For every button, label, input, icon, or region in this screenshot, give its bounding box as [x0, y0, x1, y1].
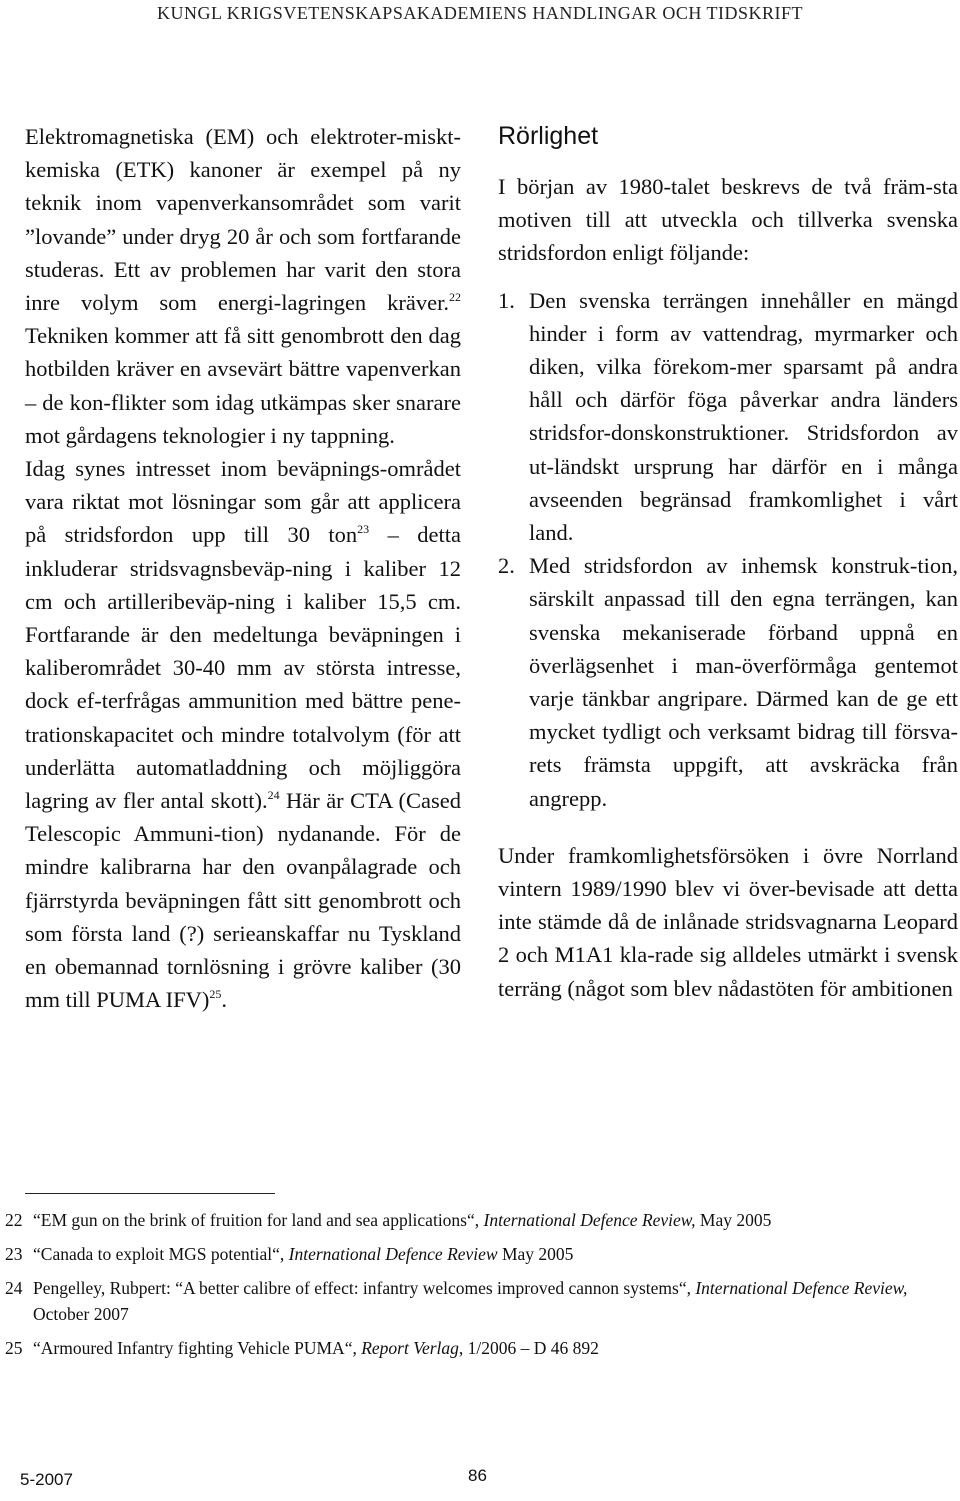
footnote-number: 23 — [5, 1244, 23, 1264]
list-item — [498, 549, 958, 815]
footnote-separator — [25, 1193, 275, 1194]
footnote-22: 22 “EM gun on the brink of fruition for land and sea applications“, International Defence Review, May 2005 — [5, 1207, 957, 1233]
right-intro-paragraph: I början av 1980-talet beskrevs de två främ-sta motiven till att utveckla och tillverka svenska stridsfordon enligt följande: — [498, 174, 958, 266]
right-closing-paragraph: Under framkomlighetsförsöken i övre Norrland vintern 1989/1990 blev vi över-bevisade att detta inte stämde då de inlånade stridsvagnarna Leopard 2 och M1A1 kla-rade sig alldeles utmärkt i svensk terräng (något som blev nådastöten för ambitionen — [498, 842, 958, 1001]
footnote-number: 24 — [5, 1278, 23, 1298]
footnote-number: 25 — [5, 1338, 23, 1358]
footnote-24: 24 Pengelley, Rubpert: “A better calibre of effect: infantry welcomes improved cannon systems“, International Defence Review, October 2007 — [5, 1275, 957, 1327]
list-item-number: 1. — [498, 287, 515, 313]
left-paragraph-1: Elektromagnetiska (EM) och elektroter-miskt-kemiska (ETK) kanoner är exempel på ny teknik inom vapenverkansområdet som varit ”lovande” under dryg 20 år och som fortfarande studeras. Ett av problemen har varit den stora inre volym som energi-lagringen kräver.$^{22}$ Tekniken kommer att få sitt genombrott den dag hotbilden kräver en avsevärt bättre vapenverkan – de kon-flikter som idag utkämpas sker snarare mot gårdagens teknologier i ny tappning. — [25, 124, 461, 448]
footnote-number: 22 — [5, 1210, 23, 1230]
running-header — [0, 0, 960, 31]
list-item-number: 2. — [498, 553, 515, 579]
list-item-text: Med stridsfordon av inhemsk konstruk-tion, särskilt anpassad till den egna terrängen, kan svenska mekaniserade förband uppnå en överlägsenhet i man-överförmåga gentemot varje tänkbar angripare. Därmed kan de ge ett mycket tydligt och verksamt bidrag till försva-rets främsta uppgift, att avskräcka från angrepp. — [529, 553, 958, 811]
right-column — [498, 120, 958, 1005]
footnote-ref-23[interactable]: 23 — [357, 522, 370, 537]
list-item — [498, 284, 958, 550]
issue-label: 5-2007 — [20, 1470, 73, 1489]
left-column — [25, 120, 461, 1016]
page-number: 86 — [468, 1466, 487, 1485]
list-item-text: Den svenska terrängen innehåller en mängd hinder i form av vattendrag, myrmarker och diken, vilka förekom-mer sparsamt på andra håll och därför föga påverkar andra länders stridsfor-donskonstruktioner. Stridsfordon av ut-ländskt ursprung har därför en i många avseenden begränsad framkomlighet i vårt land. — [529, 287, 958, 546]
footnote-ref-22[interactable]: 22 — [449, 290, 461, 305]
footnote-ref-24[interactable]: 24 — [267, 788, 280, 803]
numbered-list — [498, 284, 958, 815]
footnote-25: 25 “Armoured Infantry fighting Vehicle PUMA“, Report Verlag, 1/2006 – D 46 892 — [5, 1335, 957, 1361]
section-heading: Rörlighet — [498, 122, 599, 150]
footnotes — [5, 1207, 957, 1369]
left-paragraph-2: Idag synes intresset inom beväpnings-området vara riktat mot lösningar som går att applicera på stridsfordon upp till 30 ton$^{23}$ – detta inkluderar stridsvagnsbeväp-ning i kaliber 12 cm och artilleribeväp-ning i kaliber 15,5 cm. Fortfarande är den medeltunga beväpningen i kaliberområdet 30-40 mm av största intresse, dock ef-terfrågas ammunition med bättre pene-trationskapacitet och mindre totalvolym (för att underlätta automatladdning och möjliggöra lagring av fler antal skott).$^{24}$ Här är CTA (Cased Telescopic Ammuni-tion) nydanande. För de mindre kalibrarna har den ovanpålagrade och fjärrstyrda beväpningen fått sitt genombrott och som första land (?) serieanskaffar nu Tyskland en obemannad tornlösning i grövre kaliber (30 mm till PUMA IFV)$^{25}$. — [25, 456, 461, 1013]
journal-title: KUNGL KRIGSVETENSKAPSAKADEMIENS HANDLINGAR OCH TIDSKRIFT — [156, 3, 803, 23]
footnote-ref-25[interactable]: 25 — [209, 987, 222, 1002]
footnote-23: 23 “Canada to exploit MGS potential“, International Defence Review May 2005 — [5, 1241, 957, 1267]
